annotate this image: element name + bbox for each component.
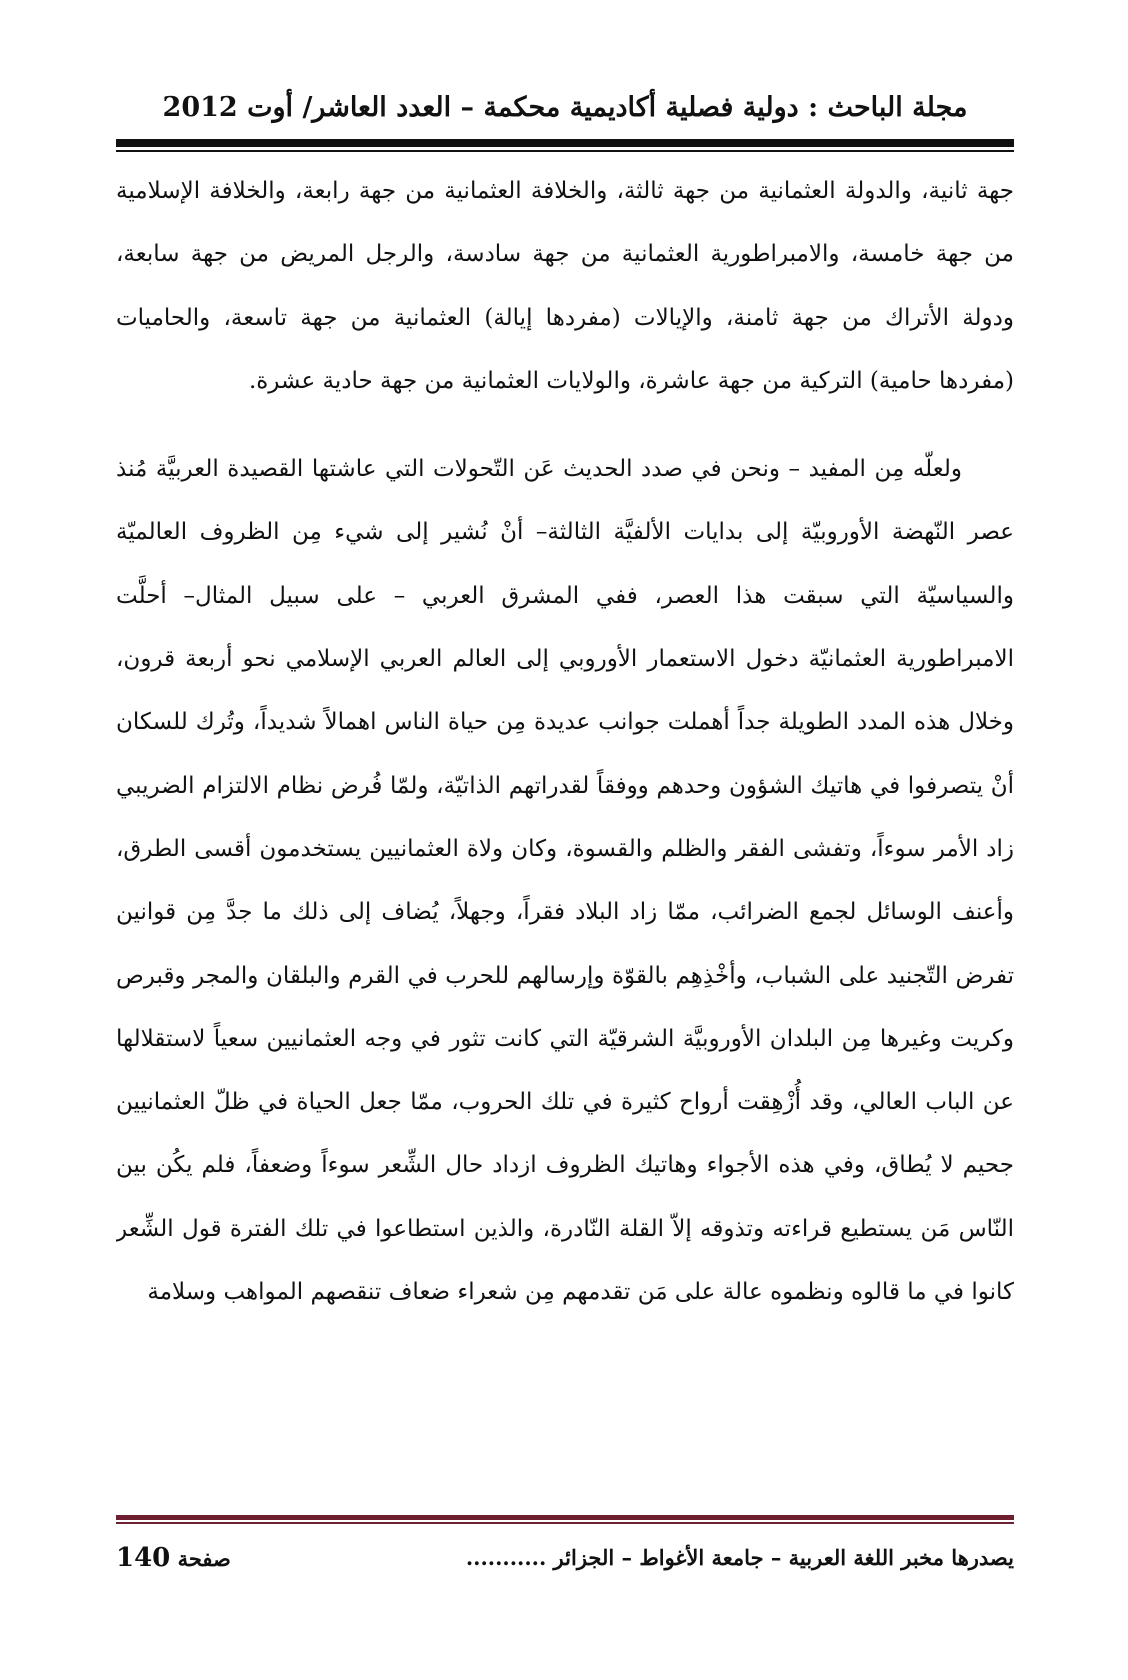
- footer-rule-thin: [116, 1522, 1014, 1524]
- paragraph-2: ولعلّه مِن المفيد – ونحن في صدد الحديث عَن التّحولات التي عاشتها القصيدة العربيَّة مُنذ عصر النّهضة الأوروبيّة إلى بدايات الألفيَّة الثالثة– أنْ نُشير إلى شيء مِن الظروف العالميّة والسياسيّة التي سبقت هذا العصر، ففي المشرق العربي – على سبيل المثال– أحلَّت الامبراطورية العثمانيّة دخول الاستعمار الأوروبي إلى العالم العربي الإسلامي نحو أربعة قرون، وخلال هذه المدد الطويلة جداً أهملت جوانب عديدة مِن حياة الناس اهمالاً شديداً، وتُرك للسكان أنْ يتصرفوا في هاتيك الشؤون وحدهم ووفقاً لقدراتهم الذاتيّة، ولمّا فُرض نظام الالتزام الضريبي زاد الأمر سوءاً، وتفشى الفقر والظلم والقسوة، وكان ولاة العثمانيين يستخدمون أقسى الطرق، وأعنف الوسائل لجمع الضرائب، ممّا زاد البلاد فقراً، وجهلاً، يُضاف إلى ذلك ما جدَّ مِن قوانين تفرض التّجنيد على الشباب، وأخْذِهِم بالقوّة وإرسالهم للحرب في القرم والبلقان والمجر وقبرص وكريت وغيرها مِن البلدان الأوروبيَّة الشرقيّة التي كانت تثور في وجه العثمانيين سعياً لاستقلالها عن الباب العالي، وقد أُزْهِقت أرواح كثيرة في تلك الحروب، ممّا جعل الحياة في ظلّ العثمانيين جحيم لا يُطاق، وفي هذه الأجواء وهاتيك الظروف ازداد حال الشِّعر سوءاً وضعفاً، فلم يكُن بين النّاس مَن يستطيع قراءته وتذوقه إلاّ القلة النّادرة، والذين استطاعوا في تلك الفترة قول الشِّعر كانوا في ما قالوه ونظموه عالة على مَن تقدمهم مِن شعراء ضعاف تنقصهم المواهب وسلامة: [116, 456, 1014, 1306]
- journal-header: مجلة الباحث : دولية فصلية أكاديمية محكمة – العدد العاشر/ أوت 2012: [162, 92, 968, 123]
- footer-rule-thick: [116, 1515, 1014, 1520]
- footer-publisher: يصدرها مخبر اللغة العربية – جامعة الأغواط – الجزائر ...........: [465, 1545, 1014, 1570]
- page-footer: [116, 1538, 1014, 1578]
- header-rule-thick: [116, 139, 1014, 147]
- page-number: 140: [116, 1543, 171, 1573]
- paragraph-1: جهة ثانية، والدولة العثمانية من جهة ثالثة، والخلافة العثمانية من جهة رابعة، والخلافة الإسلامية من جهة خامسة، والامبراطورية العثمانية من جهة سادسة، والرجل المريض من جهة سابعة، ودولة الأتراك من جهة ثامنة، والإيالات (مفردها إيالة) العثمانية من جهة تاسعة، والحاميات (مفردها حامية) التركية من جهة عاشرة، والولايات العثمانية من جهة حادية عشرة.: [116, 178, 1014, 394]
- header-rule-thin: [116, 150, 1014, 152]
- page-label: صفحة: [177, 1546, 231, 1571]
- footer-page-number: [116, 1538, 231, 1579]
- page-body: [116, 160, 1014, 1470]
